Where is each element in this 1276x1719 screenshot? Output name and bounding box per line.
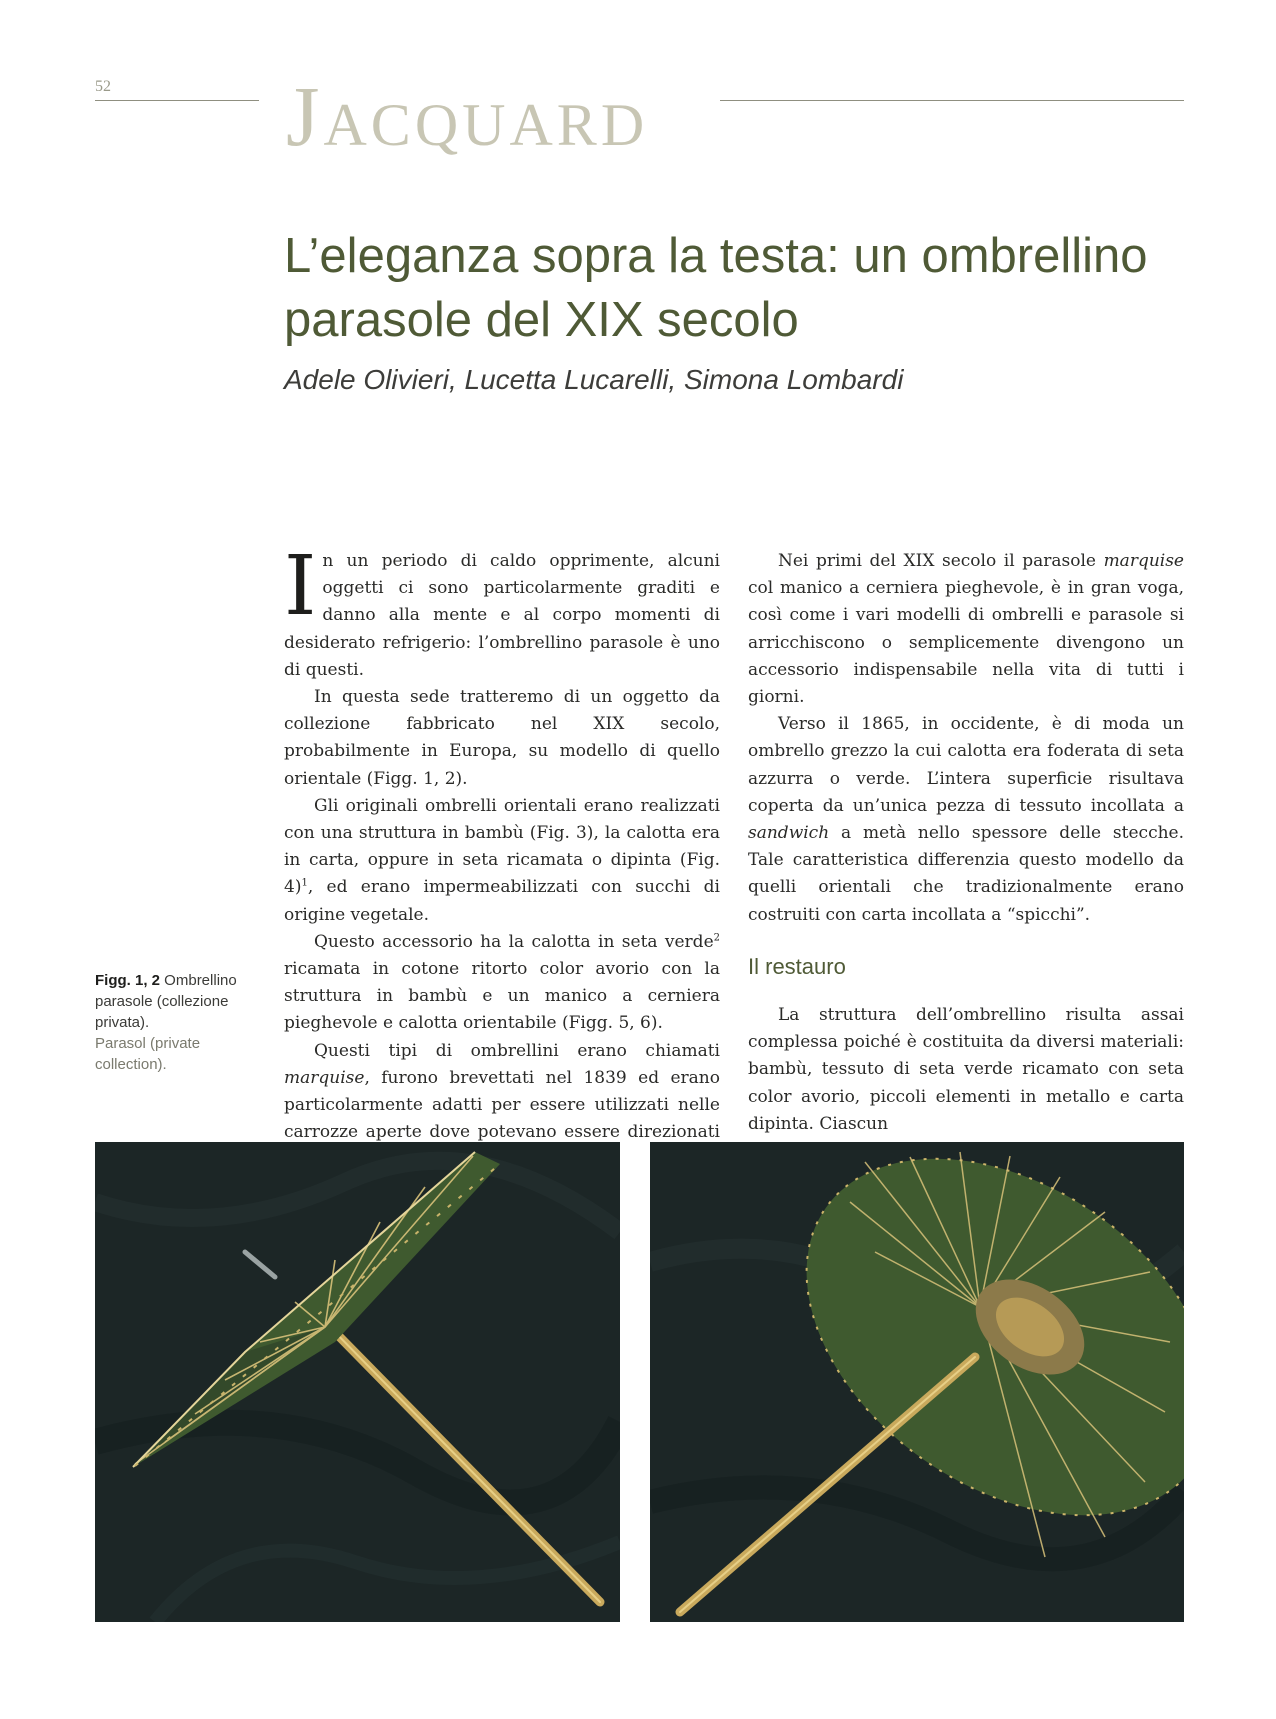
caption-english: Parasol (private collection). [95,1035,201,1073]
paragraph: Questo accessorio ha la calotta in seta verde$^2$ ricamata in cotone ritorto color avorio con la struttura in bambù e un manico a cerniera pieghevole e calotta orientabile (Figg. 5, 6). [284,931,720,1034]
paragraph: In un periodo di caldo opprimente, alcuni oggetti ci sono particolarmente graditi e danno alla mente e al corpo momenti di desiderato refrigerio: l’ombrellino parasole è uno di questi. [284,539,720,680]
paragraph: Nei primi del XIX secolo il parasole marquise col manico a cerniera pieghevole, è in gran voga, così come i vari modelli di ombrelli e parasole si arricchiscono o semplicemente divengono un accessorio indispensabile nella vita di tutti i giorni. [748,551,1184,708]
paragraph: La struttura dell’ombrellino risulta assai complessa poiché è costituita da diversi materiali: bambù, tessuto di seta verde ricamato con seta color avorio, piccoli elementi in metallo e carta dipinta. Ciascun [748,1005,1184,1134]
parasol-underside-view-image [650,1142,1184,1622]
section-heading: Il restauro [748,953,846,979]
parasol-side-view-image [95,1142,620,1622]
article-title: L’eleganza sopra la testa: un ombrellino parasole del XIX secolo [284,229,1148,347]
footnote-ref: 1 [301,877,308,889]
footnote-ref: 2 [713,932,720,944]
paragraph: Verso il 1865, in occidente, è di moda un ombrello grezzo la cui calotta era foderata di seta azzurra o verde. L’intera superficie risultava coperta da un’unica pezza di tessuto incollata a sandwich a metà nello spessore delle stecche. Tale caratteristica differenzia questo modello da quelli orientali che tradizionalmente erano costruiti con carta incollata a “spicchi”. [748,714,1184,925]
caption-italian: Figg. 1, 2 Ombrellino parasole (collezione privata). [95,972,237,1031]
header-rule-left [95,100,259,101]
journal-title: Jacquard [286,68,649,164]
figure-caption [95,970,245,1075]
header-rule-right [720,100,1184,101]
figure-1-photo [95,1142,620,1622]
article-authors: Adele Olivieri, Lucetta Lucarelli, Simona Lombardi [284,364,904,395]
body-column-right [748,548,1184,1138]
page-number: 52 [95,78,111,95]
paragraph: Gli originali ombrelli orientali erano realizzati con una struttura in bambù (Fig. 3), la calotta era in carta, oppure in seta ricamata o dipinta (Fig. 4)$^1$, ed erano impermeabilizzati con succhi di origine vegetale. [284,795,720,925]
drop-cap: I [284,539,317,634]
caption-label: Figg. 1, 2 [95,972,161,989]
body-column-left [284,539,720,1174]
figure-2-photo [650,1142,1184,1622]
paragraph: In questa sede tratteremo di un oggetto da collezione fabbricato nel XIX secolo, probabilmente in Europa, su modello di quello orientale (Figg. 1, 2). [284,687,720,789]
paragraph: Questi tipi di ombrellini erano chiamati marquise, furono brevettati nel 1839 ed erano particolarmente adatti per essere utilizzati nelle carrozze aperte dove potevano essere direzionati [284,1040,720,1143]
